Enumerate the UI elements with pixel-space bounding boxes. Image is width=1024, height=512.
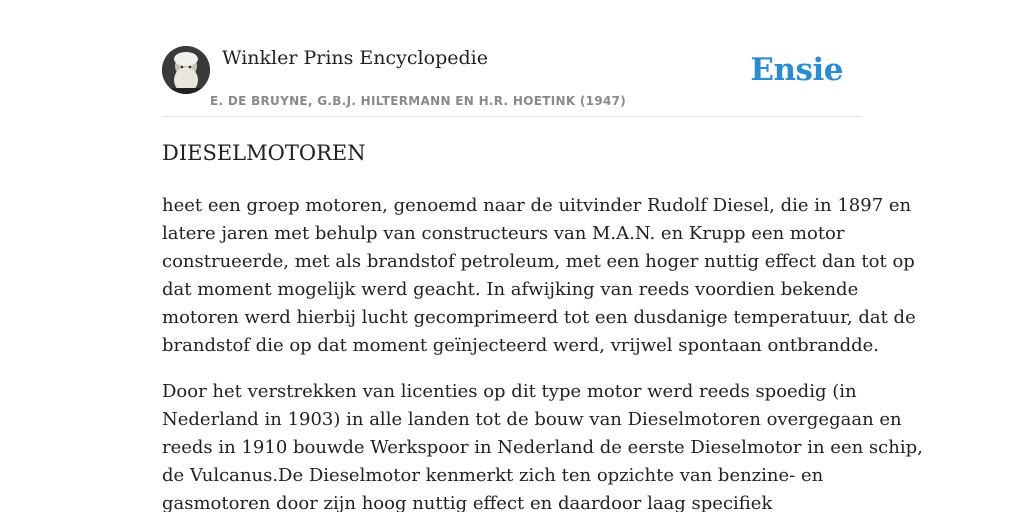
text-line: de Vulcanus.De Dieselmotor kenmerkt zich ten opzichte van benzine- en [162, 465, 824, 486]
text-line: gasmotoren door zijn hoog nuttig effect en daardoor laag specifiek [162, 493, 773, 512]
entry-title: DIESELMOTOREN [162, 141, 366, 165]
authors-byline: E. DE BRUYNE, G.B.J. HILTERMANN EN H.R. HOETINK (1947) [210, 94, 627, 108]
text-line: brandstof die op dat moment geïnjecteerd werd, vrijwel spontaan ontbrandde. [162, 335, 880, 356]
text-line: reeds in 1910 bouwde Werkspoor in Nederland de eerste Dieselmotor in een schip, [162, 437, 923, 458]
text-line: heet een groep motoren, genoemd naar de uitvinder Rudolf Diesel, die in 1897 en [162, 195, 912, 216]
paragraph-2 [162, 378, 923, 512]
text-line: motoren werd hierbij lucht gecomprimeerd tot een dusdanige temperatuur, dat de [162, 307, 916, 328]
site-header [162, 38, 862, 117]
entry-body [162, 192, 923, 512]
text-line: dat moment mogelijk werd geacht. In afwijking van reeds voordien bekende [162, 279, 859, 300]
text-line: Nederland in 1903) in alle landen tot de bouw van Dieselmotoren overgegaan en [162, 409, 902, 430]
paragraph-1 [162, 192, 916, 360]
portrait-icon [162, 46, 210, 94]
site-title[interactable]: Winkler Prins Encyclopedie [222, 47, 488, 69]
text-line: Door het verstrekken van licenties op dit type motor werd reeds spoedig (in [162, 381, 857, 402]
text-line: construeerde, met als brandstof petroleum, met een hoger nuttig effect dan tot op [162, 251, 915, 272]
text-line: latere jaren met behulp van constructeurs van M.A.N. en Krupp een motor [162, 223, 845, 244]
ensie-logo[interactable]: Ensie [750, 52, 843, 88]
